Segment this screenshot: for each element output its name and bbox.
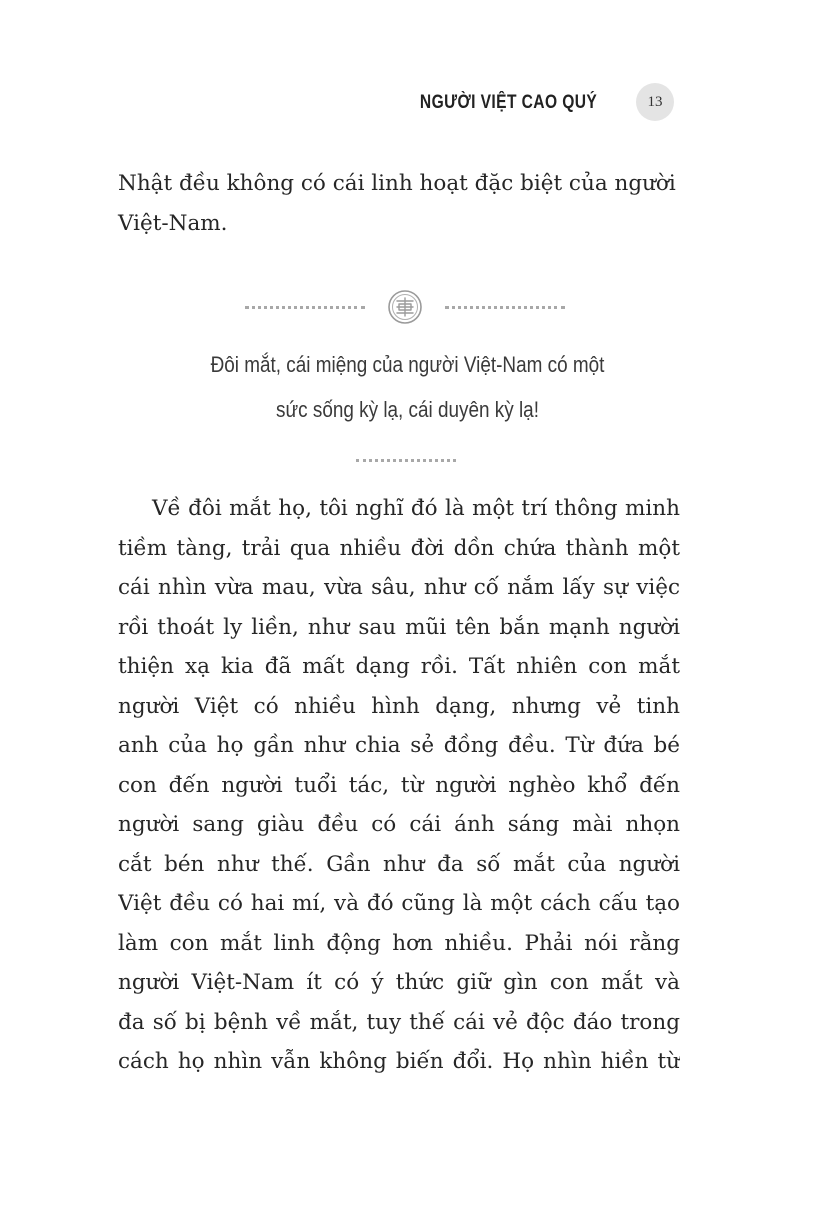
text-line: cái nhìn vừa mau, vừa sâu, như cố nắm lấy sự việc [118, 575, 680, 600]
text-line: Việt đều có hai mí, và đó cũng là một cách cấu tạo [118, 891, 680, 916]
section-ornament [0, 288, 815, 328]
text-line: con đến người tuổi tác, từ người nghèo khổ đến [118, 772, 680, 798]
text-line: tiềm tàng, trải qua nhiều đời dồn chứa thành một [118, 535, 680, 561]
page-number: 13 [647, 93, 663, 110]
page-number-badge [636, 83, 674, 121]
text-line: người Việt-Nam ít có ý thức giữ gìn con mắt và [118, 970, 680, 995]
dotted-divider-bottom [356, 459, 456, 462]
text-line: rồi thoát ly liền, như sau mũi tên bắn mạnh người [118, 614, 680, 640]
pull-quote-line: sức sống kỳ lạ, cái duyên kỳ lạ! [276, 397, 539, 422]
dotted-divider-right [445, 306, 565, 309]
text-line: Nhật đều không có cái linh hoạt đặc biệt của người [118, 171, 676, 196]
text-line: anh của họ gần như chia sẻ đồng đều. Từ đứa bé [118, 733, 680, 758]
text-line: Về đôi mắt họ, tôi nghĩ đó là một trí thông minh [152, 496, 680, 521]
text-line: người Việt có nhiều hình dạng, nhưng vẻ tinh [118, 693, 680, 719]
shou-emblem-icon [388, 290, 422, 324]
dotted-divider-left [245, 306, 365, 309]
pull-quote-line: Đôi mắt, cái miệng của người Việt-Nam có một [210, 352, 605, 377]
running-title: NGƯỜI VIỆT CAO QUÝ [419, 92, 597, 113]
text-line: đa số bị bệnh về mắt, tuy thế cái vẻ độc đáo trong [118, 1009, 680, 1035]
page-header [0, 80, 815, 126]
text-line: làm con mắt linh động hơn nhiều. Phải nói rằng [118, 930, 680, 956]
paragraph-main [118, 489, 680, 1082]
text-line: Việt-Nam. [118, 210, 228, 236]
text-line: thiện xạ kia đã mất dạng rồi. Tất nhiên con mắt [118, 654, 680, 679]
text-line: người sang giàu đều có cái ánh sáng mài nhọn [118, 812, 680, 837]
text-line: cách họ nhìn vẫn không biến đổi. Họ nhìn hiền từ [118, 1049, 680, 1074]
text-line: cắt bén như thế. Gần như đa số mắt của người [118, 851, 680, 877]
paragraph-top [118, 164, 680, 243]
